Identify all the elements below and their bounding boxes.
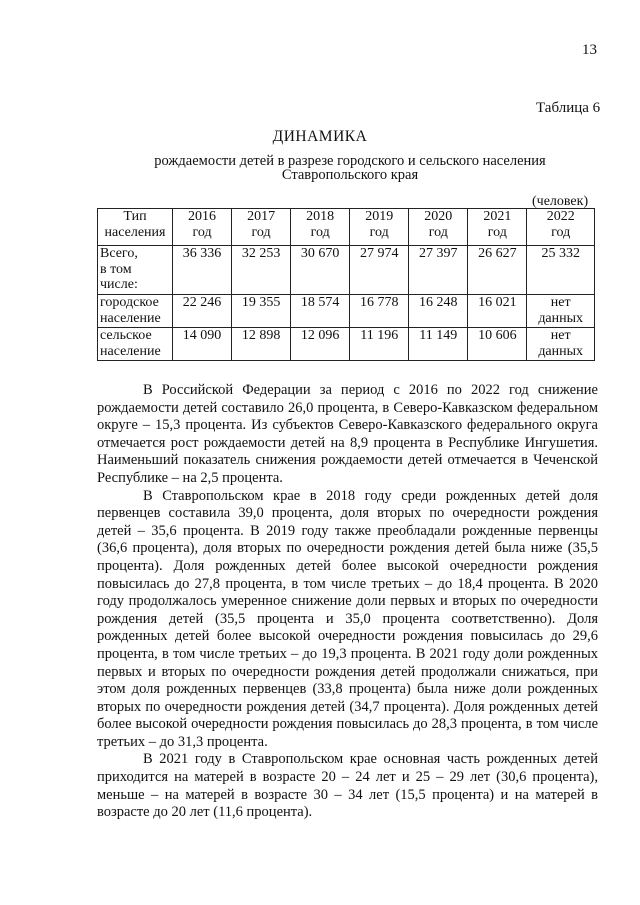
header-cell-2018: 2018 год — [291, 209, 350, 246]
table-cell: 12 898 — [232, 328, 291, 361]
table-row-urban — [98, 295, 595, 328]
paragraph: В 2021 году в Ставропольском крае основная часть рожденных детей приходится на матерей в возрасте 20 – 24 лет и 25 – 29 лет (30,6 процента), меньше – на матерей в возрасте 30 – 34 лет (15,5 процента) и на матерей в возрасте до 20 лет (11,6 процента). — [97, 751, 598, 821]
table-cell: 30 670 — [291, 246, 350, 295]
header-cell-2021: 2021 год — [468, 209, 527, 246]
table-row-total — [98, 246, 595, 295]
table-cell: 16 778 — [350, 295, 409, 328]
table-cell: 16 021 — [468, 295, 527, 328]
table-cell: 19 355 — [232, 295, 291, 328]
paragraph: В Ставропольском крае в 2018 году среди рожденных детей доля первенцев составила 39,0 процента, доля вторых по очередности рождения детей – 35,6 процента. В 2019 году также преобладали рожденные первенцы (36,6 процента), доля вторых по очередности рождения детей была ниже (35,5 процента). Доля рожденных детей более высокой очередности рождения повысилась до 27,8 процента, в том числе третьих – до 18,4 процента. В 2020 году продолжалось умеренное снижение доли первых и вторых по очередности рождения детей (35,5 процента и 35,0 процента соответственно). Доля рожденных детей более высокой очередности рождения повысилась до 29,6 процента, в том числе третьих – до 19,3 процента. В 2021 году доли рожденных первых и вторых по очередности рождения детей продолжали снижаться, при этом доля рожденных первенцев (33,8 процента) была ниже доли рожденных вторых по очередности рождения детей (34,7 процента). Доля рожденных детей более высокой очередности рождения повысилась до 28,3 процента, в том числе третьих – до 31,3 процента. — [97, 487, 598, 750]
table-cell: 11 196 — [350, 328, 409, 361]
table-header-row — [98, 209, 595, 246]
unit-label: (человек) — [532, 194, 589, 209]
table-row-rural — [98, 328, 595, 361]
table-cell: 11 149 — [409, 328, 468, 361]
table-cell: 32 253 — [232, 246, 291, 295]
row-label: городское население — [98, 295, 173, 328]
header-cell-type: Тип населения — [98, 209, 173, 246]
table-cell: 16 248 — [409, 295, 468, 328]
table-cell-no-data: нет данных — [527, 295, 595, 328]
header-cell-2019: 2019 год — [350, 209, 409, 246]
table-label: Таблица 6 — [536, 100, 601, 116]
document-subtitle — [130, 154, 570, 182]
table-cell: 27 397 — [409, 246, 468, 295]
header-cell-2017: 2017 год — [232, 209, 291, 246]
table-cell: 14 090 — [173, 328, 232, 361]
table-cell: 36 336 — [173, 246, 232, 295]
table-cell: 12 096 — [291, 328, 350, 361]
paragraph: В Российской Федерации за период с 2016 по 2022 год снижение рождаемости детей составило 26,0 процента, в Северо-Кавказском федеральном округе – 15,3 процента. Из субъектов Северо-Кавказского федерального округа отмечается рост рождаемости детей на 8,9 процента в Республике Ингушетия. Наименьший показатель снижения рождаемости детей отмечается в Чеченской Республике – на 2,5 процента. — [97, 382, 598, 486]
header-cell-2020: 2020 год — [409, 209, 468, 246]
table-cell: 10 606 — [468, 328, 527, 361]
table-cell: 27 974 — [350, 246, 409, 295]
document-title: ДИНАМИКА — [272, 128, 368, 145]
table-cell: 25 332 — [527, 246, 595, 295]
table-cell-no-data: нет данных — [527, 328, 595, 361]
body-text — [97, 382, 598, 822]
header-cell-2022: 2022 год — [527, 209, 595, 246]
page-number: 13 — [582, 42, 597, 58]
table-cell: 22 246 — [173, 295, 232, 328]
subtitle-line: Ставропольского края — [281, 167, 419, 183]
table-cell: 18 574 — [291, 295, 350, 328]
births-table — [97, 208, 595, 361]
row-label: Всего, в том числе: — [98, 246, 173, 295]
subtitle-line: рождаемости детей в разрезе городского и сельского населения — [154, 153, 546, 169]
table-cell: 26 627 — [468, 246, 527, 295]
header-cell-2016: 2016 год — [173, 209, 232, 246]
row-label: сельское население — [98, 328, 173, 361]
